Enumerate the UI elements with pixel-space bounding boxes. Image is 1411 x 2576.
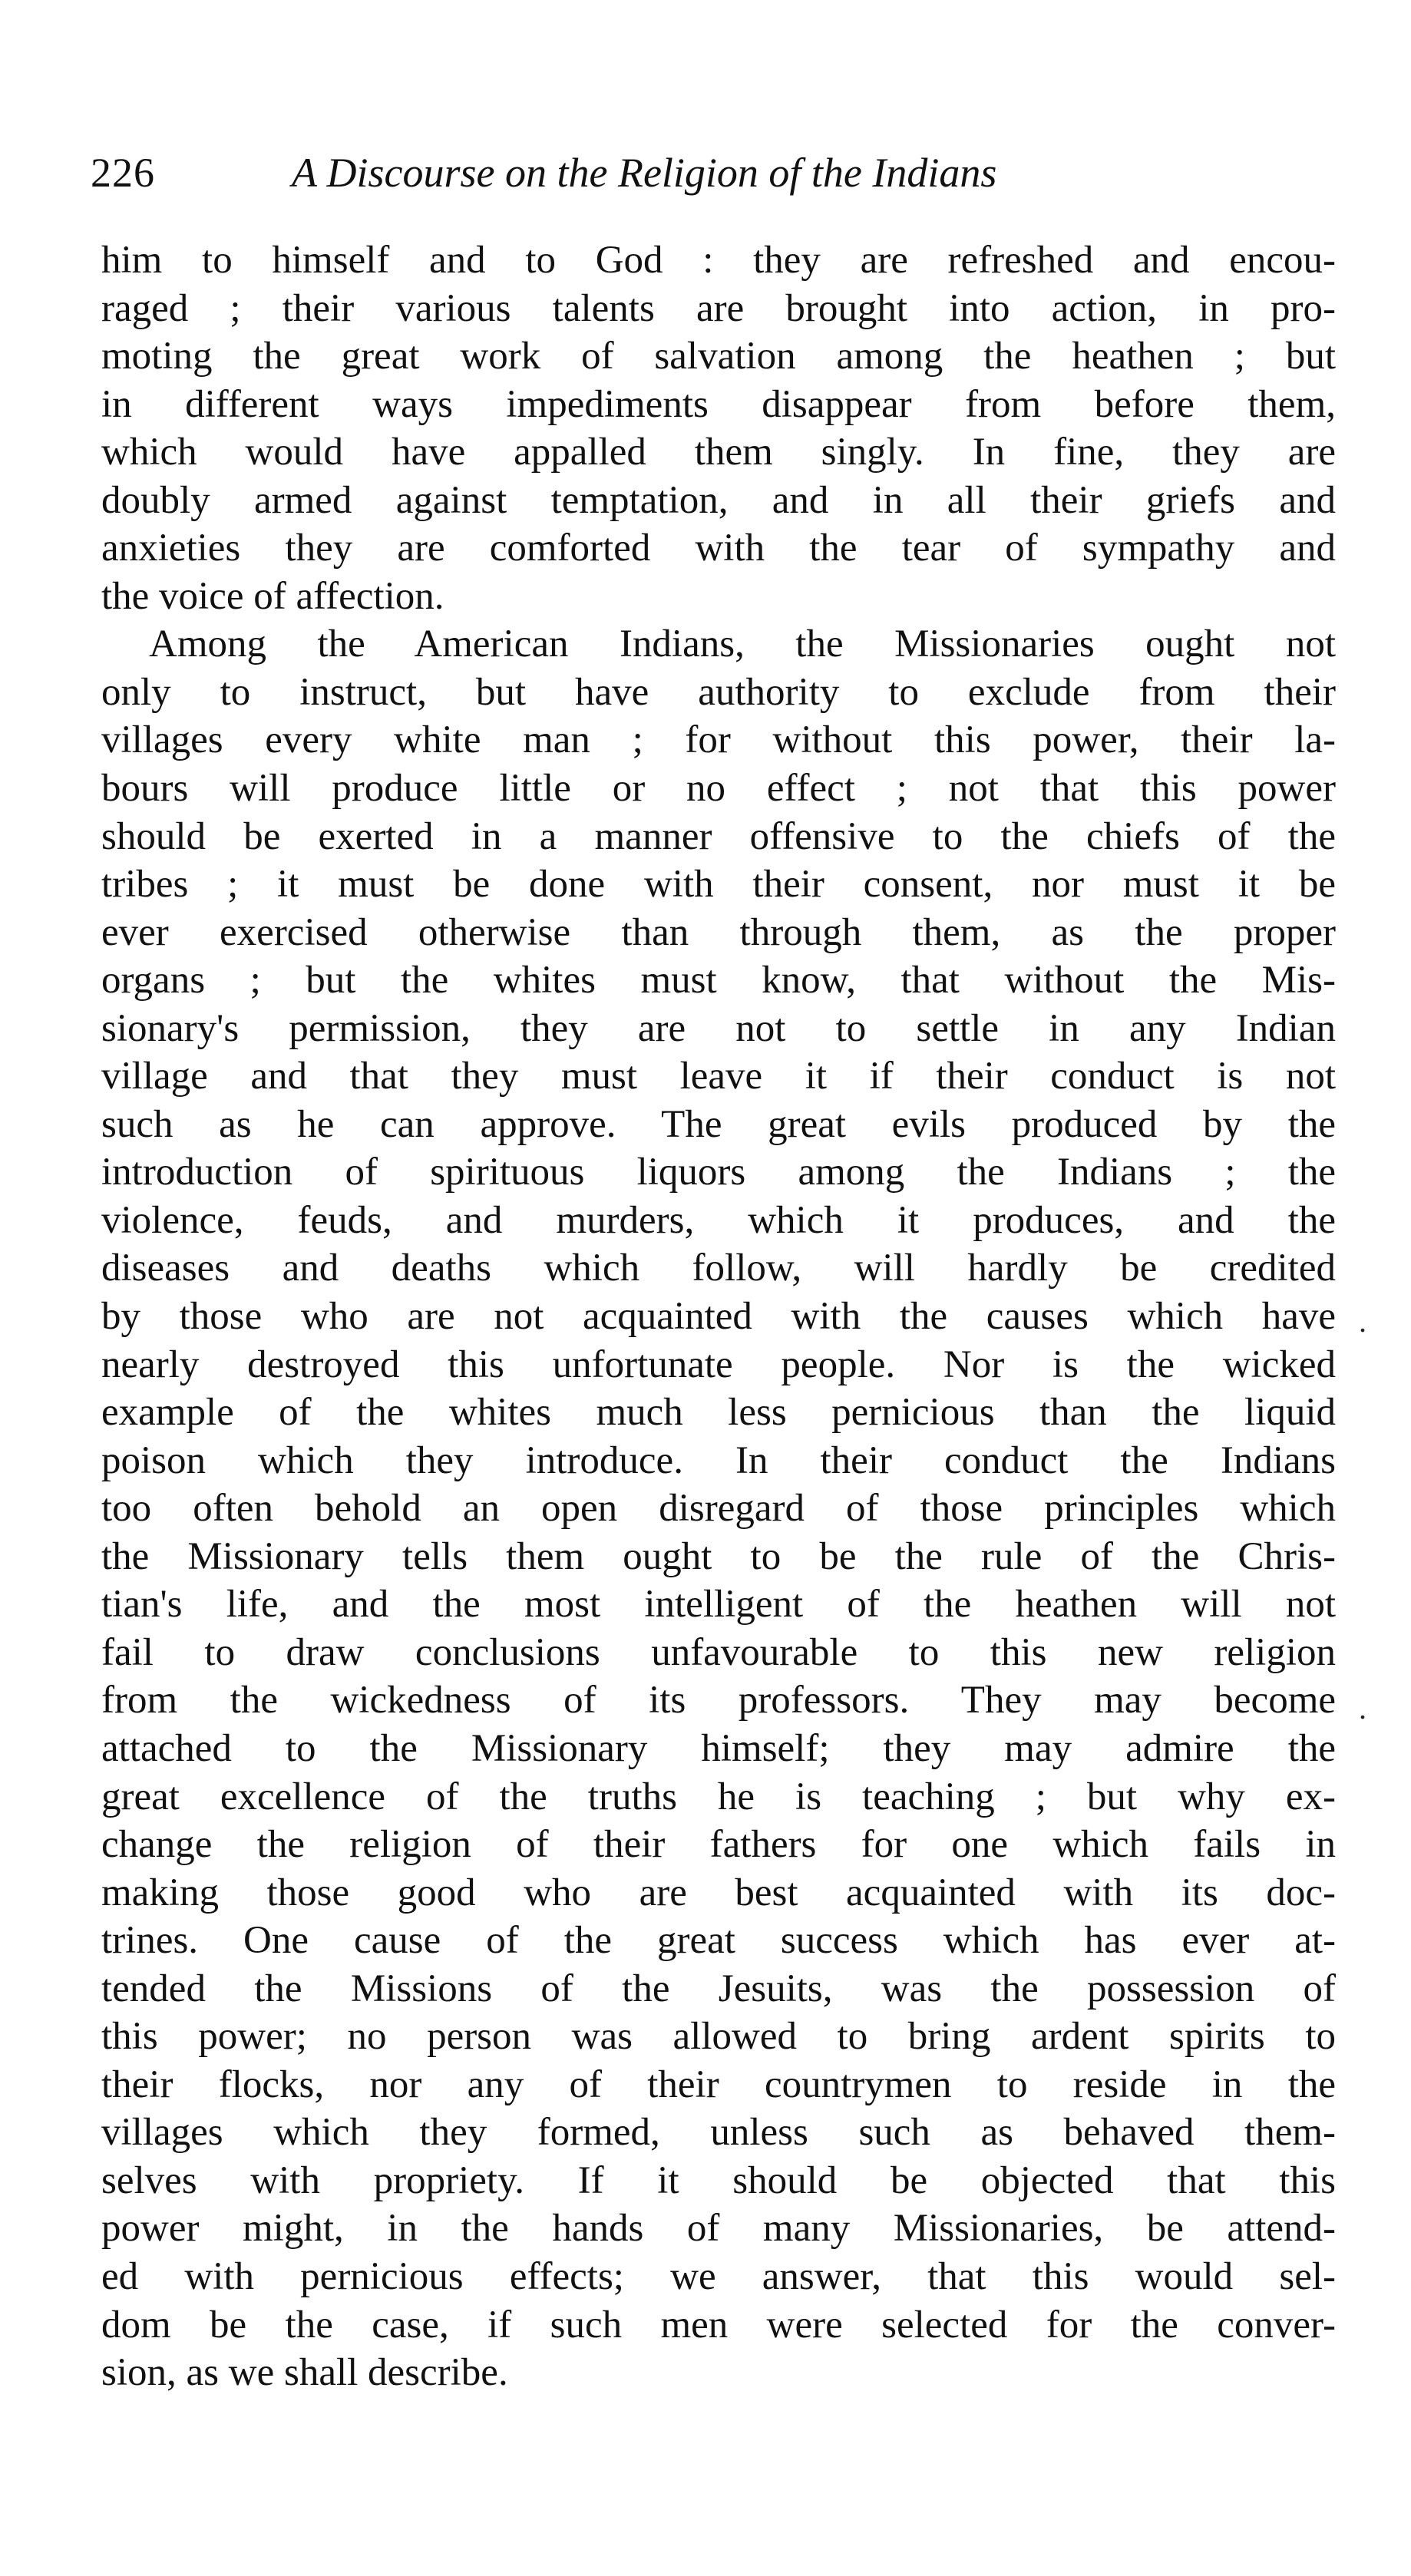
text-line: fail to draw conclusions unfavourable to this new religion (101, 1630, 1336, 1674)
margin-mark: . (1359, 1304, 1366, 1339)
running-title: A Discourse on the Religion of the Indians (292, 150, 997, 196)
text-line: in different ways impediments disappear from before them, (101, 382, 1336, 426)
text-line: the voice of affection. (101, 574, 444, 618)
text-line: selves with propriety. If it should be objected that this (101, 2158, 1336, 2202)
text-line: diseases and deaths which follow, will hardly be credited (101, 1247, 1336, 1290)
text-line: by those who are not acquainted with the causes which have (101, 1295, 1336, 1339)
text-line: making those good who are best acquainted with its doc- (101, 1871, 1336, 1914)
text-line: change the religion of their fathers for one which fails in (101, 1823, 1336, 1867)
page-number: 226 (91, 150, 155, 196)
text-line: sionary's permission, they are not to settle in any Indian (101, 1006, 1336, 1050)
text-line: from the wickedness of its professors. They may become (101, 1679, 1336, 1722)
text-line: this power; no person was allowed to bring ardent spirits to (101, 2015, 1336, 2059)
text-line: sion, as we shall describe. (101, 2351, 508, 2395)
text-line: great excellence of the truths he is teaching ; but why ex- (101, 1775, 1336, 1818)
text-line: nearly destroyed this unfortunate people. Nor is the wicked (101, 1342, 1336, 1386)
text-line: ed with pernicious effects; we answer, that this would sel- (101, 2254, 1336, 2298)
text-line: power might, in the hands of many Missionaries, be attend- (101, 2207, 1336, 2251)
body-text (101, 236, 1336, 2397)
text-line: doubly armed against temptation, and in all their griefs and (101, 478, 1336, 522)
text-line: poison which they introduce. In their conduct the Indians (101, 1438, 1336, 1482)
text-line: Among the American Indians, the Missionaries ought not (149, 623, 1336, 666)
text-line: tian's life, and the most intelligent of the heathen will not (101, 1583, 1336, 1627)
text-line: villages which they formed, unless such as behaved them- (101, 2111, 1336, 2155)
running-head (91, 146, 1350, 200)
text-line: example of the whites much less pernicious than the liquid (101, 1391, 1336, 1435)
text-line: introduction of spirituous liquors among the Indians ; the (101, 1151, 1336, 1194)
text-line: which would have appalled them singly. In fine, they are (101, 431, 1336, 474)
text-line: dom be the case, if such men were selected for the conver- (101, 2303, 1336, 2346)
text-line: violence, feuds, and murders, which it produces, and the (101, 1198, 1336, 1242)
text-line: anxieties they are comforted with the tear of sympathy and (101, 527, 1336, 570)
text-line: such as he can approve. The great evils produced by the (101, 1102, 1336, 1146)
text-line: villages every white man ; for without this power, their la- (101, 718, 1336, 762)
text-line: tribes ; it must be done with their consent, nor must it be (101, 863, 1336, 907)
text-line: ever exercised otherwise than through them, as the proper (101, 910, 1336, 954)
text-line: moting the great work of salvation among the heathen ; but (101, 335, 1336, 378)
text-line: the Missionary tells them ought to be the rule of the Chris- (101, 1534, 1336, 1578)
text-line: him to himself and to God : they are refreshed and encou- (101, 239, 1336, 282)
text-line: their flocks, nor any of their countrymen to reside in the (101, 2062, 1336, 2106)
text-line: attached to the Missionary himself; they may admire the (101, 1726, 1336, 1770)
text-line: trines. One cause of the great success which has ever at- (101, 1919, 1336, 1963)
text-line: organs ; but the whites must know, that without the Mis- (101, 959, 1336, 1002)
text-line: should be exerted in a manner offensive to the chiefs of the (101, 814, 1336, 858)
margin-mark: . (1359, 1691, 1366, 1726)
text-line: only to instruct, but have authority to exclude from their (101, 670, 1336, 714)
text-line: tended the Missions of the Jesuits, was the possession of (101, 1967, 1336, 2010)
text-line: raged ; their various talents are brought into action, in pro- (101, 286, 1336, 330)
text-line: too often behold an open disregard of those principles which (101, 1487, 1336, 1531)
text-line: bours will produce little or no effect ; not that this power (101, 767, 1336, 811)
text-line: village and that they must leave it if their conduct is not (101, 1055, 1336, 1098)
